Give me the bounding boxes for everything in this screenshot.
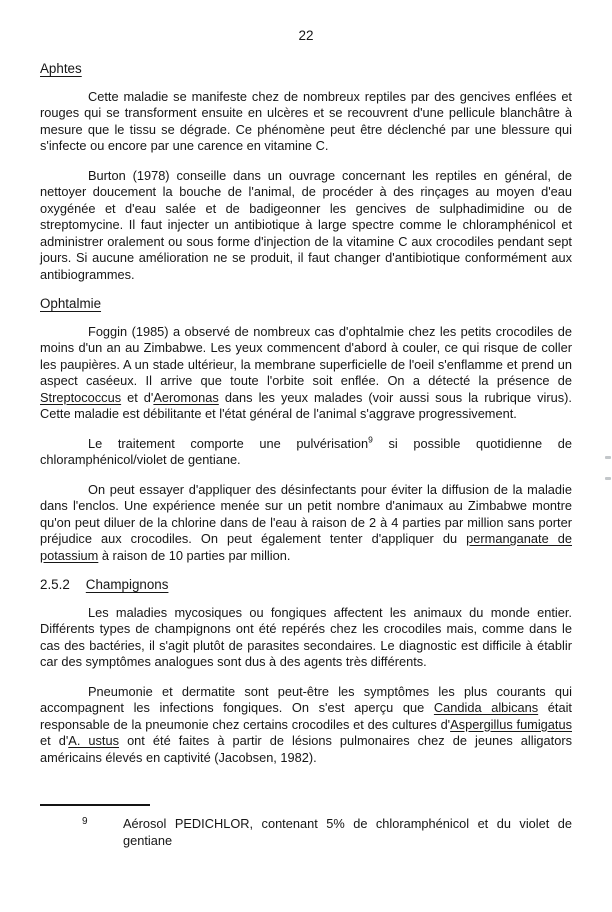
text-run: ont été faites à partir de lésions pulmonaires chez de jeunes alligators américains élevés en captivité (Jacobsen, 1982).	[40, 733, 572, 765]
text-run: Foggin (1985) a observé de nombreux cas d'ophtalmie chez les petits crocodiles de moins d'un an au Zimbabwe. Les yeux commencent d'abord à couler, ce qui risque de coller les paupières. A un stade ultérieur, la membrane superficielle de l'oeil s'enflamme et prend un aspect caséeux. Il arrive que toute l'orbite soit enflée. On a détecté la présence de	[40, 323, 572, 388]
section-heading	[40, 61, 572, 78]
footnote-area	[40, 804, 572, 849]
underlined-term: Aspergillus fumigatus	[450, 716, 572, 732]
paragraph	[40, 436, 572, 469]
section-heading	[40, 577, 572, 594]
underlined-term: Streptococcus	[40, 389, 122, 405]
paragraph	[40, 684, 572, 767]
text-run: Cette maladie se manifeste chez de nombreux reptiles par des gencives enflées et rouges qui se transforment ensuite en ulcères et se recouvrent d'une pellicule blanchâtre à mesure que le tissu se dégrade. Ce phénomène peut être déclenché par une blessure qui s'infecte ou encore par une carence en vitamine C.	[40, 88, 572, 153]
footnote-number: 9	[82, 816, 88, 827]
text-run: dans les yeux malades (voir aussi sous la rubrique virus). Cette maladie est débilitante et l'état général de l'animal s'aggrave progressivement.	[40, 389, 572, 421]
text-run: et d'	[40, 733, 69, 748]
paragraph	[40, 168, 572, 284]
text-run: et d'	[121, 389, 154, 405]
text-run: Le traitement comporte une pulvérisation	[88, 435, 369, 451]
text-run: était responsable de la pneumonie chez certains crocodiles et des cultures d'	[40, 700, 572, 732]
scan-artifact-mark	[605, 477, 611, 480]
document-body	[40, 61, 572, 766]
text-run: si possible quotidienne de chloramphénicol/violet de gentiane.	[40, 435, 572, 467]
paragraph	[40, 605, 572, 671]
footnote	[40, 815, 572, 849]
section-heading	[40, 296, 572, 313]
paragraph	[40, 324, 572, 423]
text-run: à raison de 10 parties par million.	[98, 547, 291, 563]
paragraph	[40, 482, 572, 565]
text-run: On peut essayer d'appliquer des désinfectants pour éviter la diffusion de la maladie dans l'enclos. Une expérience menée sur un petit nombre d'animaux au Zimbabwe montre qu'on peut diluer de la chlorine dans de l'eau à raison de 2 à 4 parties par million sans porter préjudice aux crocodiles. On peut également tenter d'appliquer du	[40, 481, 572, 546]
footnote-separator-rule	[40, 804, 150, 806]
scan-artifact-mark	[605, 456, 611, 459]
footnote-text: Aérosol PEDICHLOR, contenant 5% de chloramphénicol et du violet de gentiane	[123, 816, 572, 848]
underlined-term: Aeromonas	[153, 389, 219, 405]
underlined-term: A. ustus	[68, 733, 120, 748]
underlined-term: permanganate de potassium	[40, 531, 572, 563]
text-run: Les maladies mycosiques ou fongiques affectent les animaux du monde entier. Différents types de champignons ont été repérés chez les crocodiles mais, comme dans le cas des bactéries, il s'agit plutôt de parasites secondaires. Le diagnostic est difficile à établir car des symptômes analogues sont dus à des agents très différents.	[40, 604, 572, 669]
footnote-reference: 9	[368, 434, 373, 445]
paragraph	[40, 89, 572, 155]
page-number: 22	[298, 28, 314, 43]
section-title: Ophtalmie	[40, 296, 102, 311]
text-run: Pneumonie et dermatite sont peut-être les symptômes les plus courants qui accompagnent les infections fongiques. On s'est aperçu que	[40, 683, 572, 715]
section-title: Champignons	[85, 577, 169, 592]
underlined-term: Candida albicans	[433, 700, 539, 715]
section-title: Aphtes	[40, 61, 82, 76]
text-run: Burton (1978) conseille dans un ouvrage concernant les reptiles en général, de nettoyer doucement la bouche de l'animal, de procéder à des rinçages au moyen d'eau oxygénée et d'eau salée et de badigeonner les gencives de sulphadimidine ou de streptomycine. Il faut injecter un antibiotique à large spectre comme le chloramphénicol et administrer oralement ou sous forme d'injection de la vitamine C aux crocodiles pendant sept jours. Si aucune amélioration ne se produit, il faut changer d'antibiotique conformément aux antibiogrammes.	[40, 167, 572, 282]
section-number: 2.5.2	[40, 577, 70, 592]
